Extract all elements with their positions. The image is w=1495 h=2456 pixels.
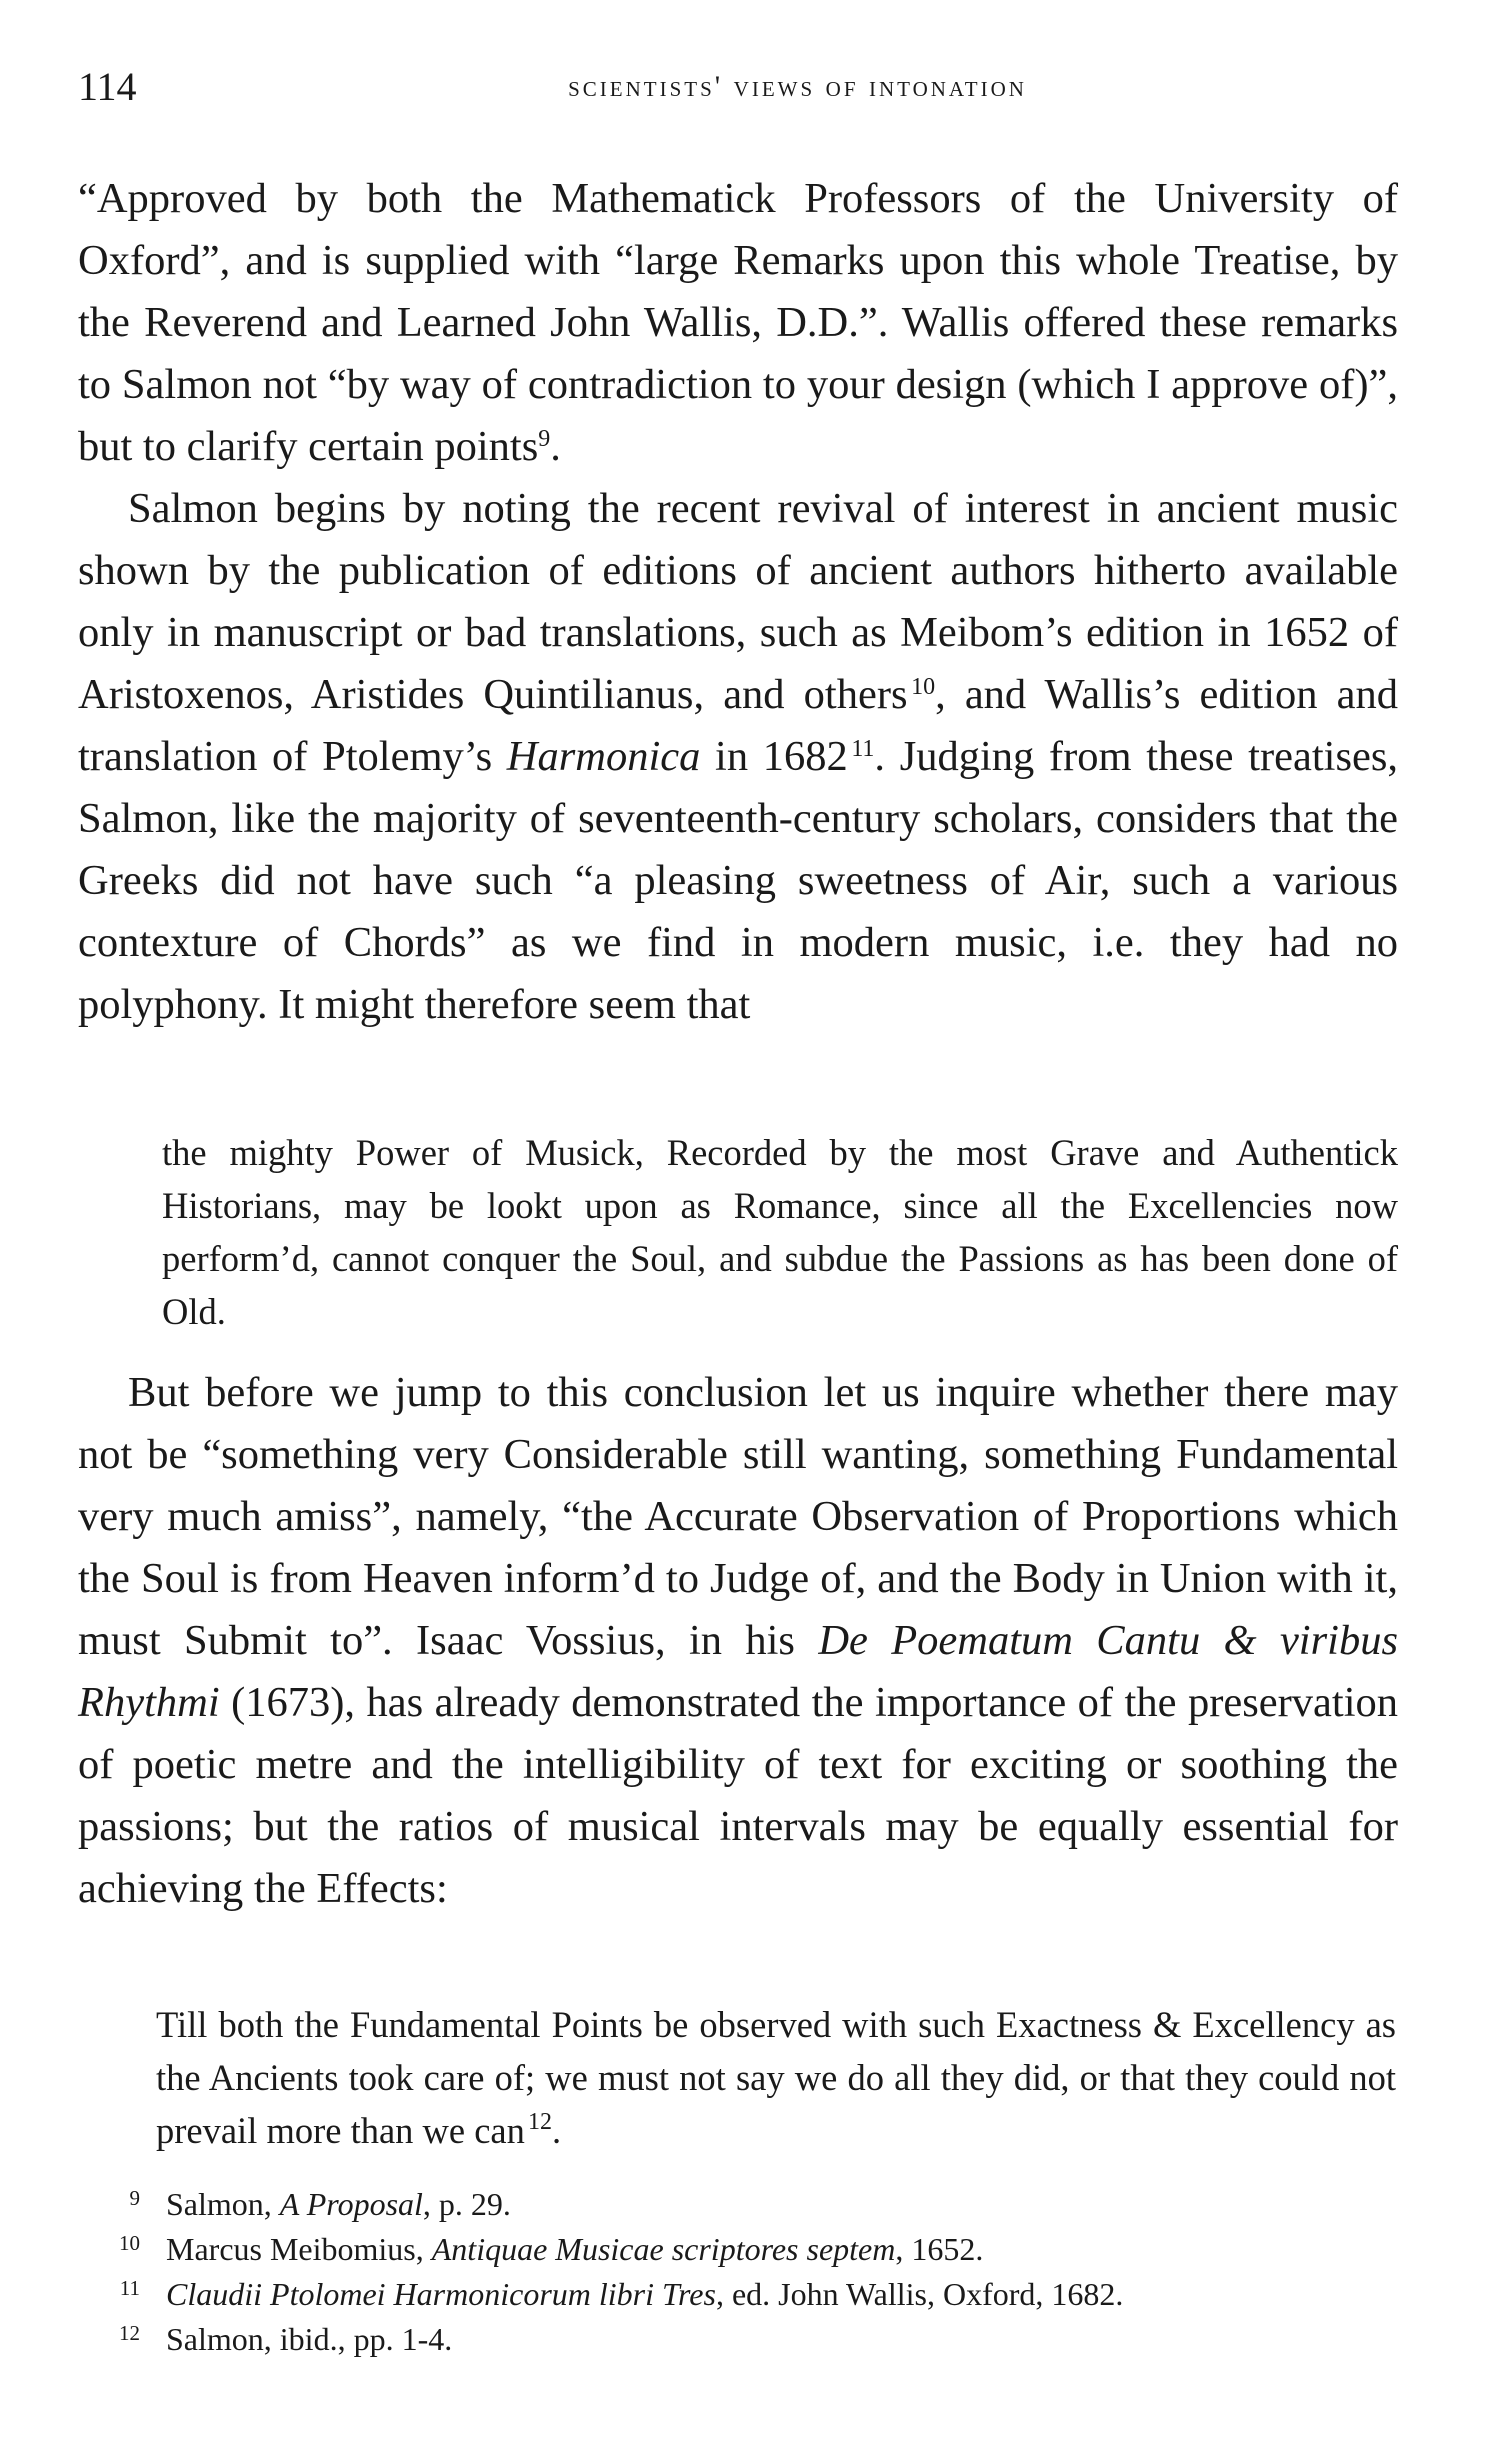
block-quote-1	[162, 1126, 1398, 1338]
paragraph-2-part-1: Salmon begins by noting the recent revival of interest in ancient music shown by the publication of editions of ancient authors hitherto available only in manuscript or bad translations, such as Meibom’s edition in 1652 of Aristoxenos, Aristides Quintilianus, and others	[78, 485, 1398, 718]
footnote-ref-12: 12	[527, 2109, 552, 2135]
paragraph-1-end: .	[550, 423, 561, 470]
footnote-ref-9: 9	[538, 426, 551, 452]
footnote-title: Claudii Ptolomei Harmonicorum libri Tres	[166, 2276, 716, 2312]
footnote-number: 9	[129, 2186, 140, 2210]
footnotes	[100, 2182, 1392, 2362]
footnote-text: Marcus Meibomius,	[166, 2231, 432, 2267]
footnote	[100, 2317, 1392, 2362]
title-vossius: De Poematum Cantu & viribus Rhythmi	[78, 1617, 1399, 1726]
block-quote-2-end: .	[551, 2110, 562, 2151]
footnote-text: Salmon, ibid., pp. 1-4.	[166, 2321, 453, 2357]
footnote	[100, 2182, 1392, 2227]
footnote-ref-10: 10	[911, 674, 936, 700]
paragraph-3-part-1: But before we jump to this conclusion let us inquire whether there may not be “something very Considerable still wanting, something Fundamental very much amiss”, namely, “the Accurate Observation of Proportions which the Soul is from Heaven inform’d to Judge of, and the Body in Union with it, must Submit to”. Isaac Vossius, in his	[78, 1369, 1398, 1664]
footnote	[100, 2227, 1392, 2272]
footnote-number: 12	[119, 2321, 140, 2345]
footnote-number: 11	[119, 2276, 140, 2300]
footnote-ref-11: 11	[851, 736, 875, 762]
footnote	[100, 2272, 1392, 2317]
footnote-number: 10	[119, 2231, 140, 2255]
footnote-text: Salmon,	[166, 2186, 280, 2222]
running-head	[78, 62, 1397, 112]
paragraph-1-text: “Approved by both the Mathematick Professors of the University of Oxford”, and is supplied with “large Remarks upon this whole Treatise, by the Reverend and Learned John Wallis, D.D.”. Wallis offered these remarks to Salmon not “by way of contradiction to your design (which I approve of)”, but to clarify certain points	[78, 175, 1398, 470]
paragraph-2-part-2: , and Wallis’s edition and translation of Ptolemy’s	[78, 671, 1398, 780]
paragraph-2-part-4: . Judging from these treatises, Salmon, like the majority of seventeenth-century scholars, considers that the Greeks did not have such “a pleasing sweetness of Air, such a various contexture of Chords” as we find in modern music, i.e. they had no polyphony. It might therefore seem that	[78, 733, 1399, 1028]
block-quote-1-text: the mighty Power of Musick, Recorded by the most Grave and Authentick Historians, may be lookt upon as Romance, since all the Excellencies now perform’d, cannot conquer the Soul, and subdue the Passions as has been done of Old.	[162, 1132, 1398, 1332]
paragraph-3	[78, 1362, 1398, 1920]
running-title: scientists' views of intonation	[568, 70, 1027, 103]
title-harmonica: Harmonica	[506, 733, 701, 780]
block-quote-2	[156, 1998, 1396, 2157]
block-quote-2-text: Till both the Fundamental Points be observed with such Exactness & Excellency as the Ancients took care of; we must not say we do all they did, or that they could not prevail more than we can	[156, 2004, 1396, 2151]
footnote-text: , p. 29.	[422, 2186, 511, 2222]
footnote-title: Antiquae Musicae scriptores septem	[431, 2231, 896, 2267]
paragraph-2-part-3: in 1682	[715, 733, 848, 780]
paragraph-3-part-2: (1673), has already demonstrated the importance of the preservation of poetic metre and the intelligibility of text for exciting or soothing the passions; but the ratios of musical intervals may be equally essential for achieving the Effects:	[78, 1679, 1398, 1912]
footnote-text: , ed. John Wallis, Oxford, 1682.	[715, 2276, 1124, 2312]
paragraph-1	[78, 168, 1398, 478]
page-number: 114	[78, 64, 137, 109]
footnote-text: , 1652.	[895, 2231, 984, 2267]
footnote-title: A Proposal	[279, 2186, 423, 2222]
paragraph-2	[78, 478, 1398, 1036]
